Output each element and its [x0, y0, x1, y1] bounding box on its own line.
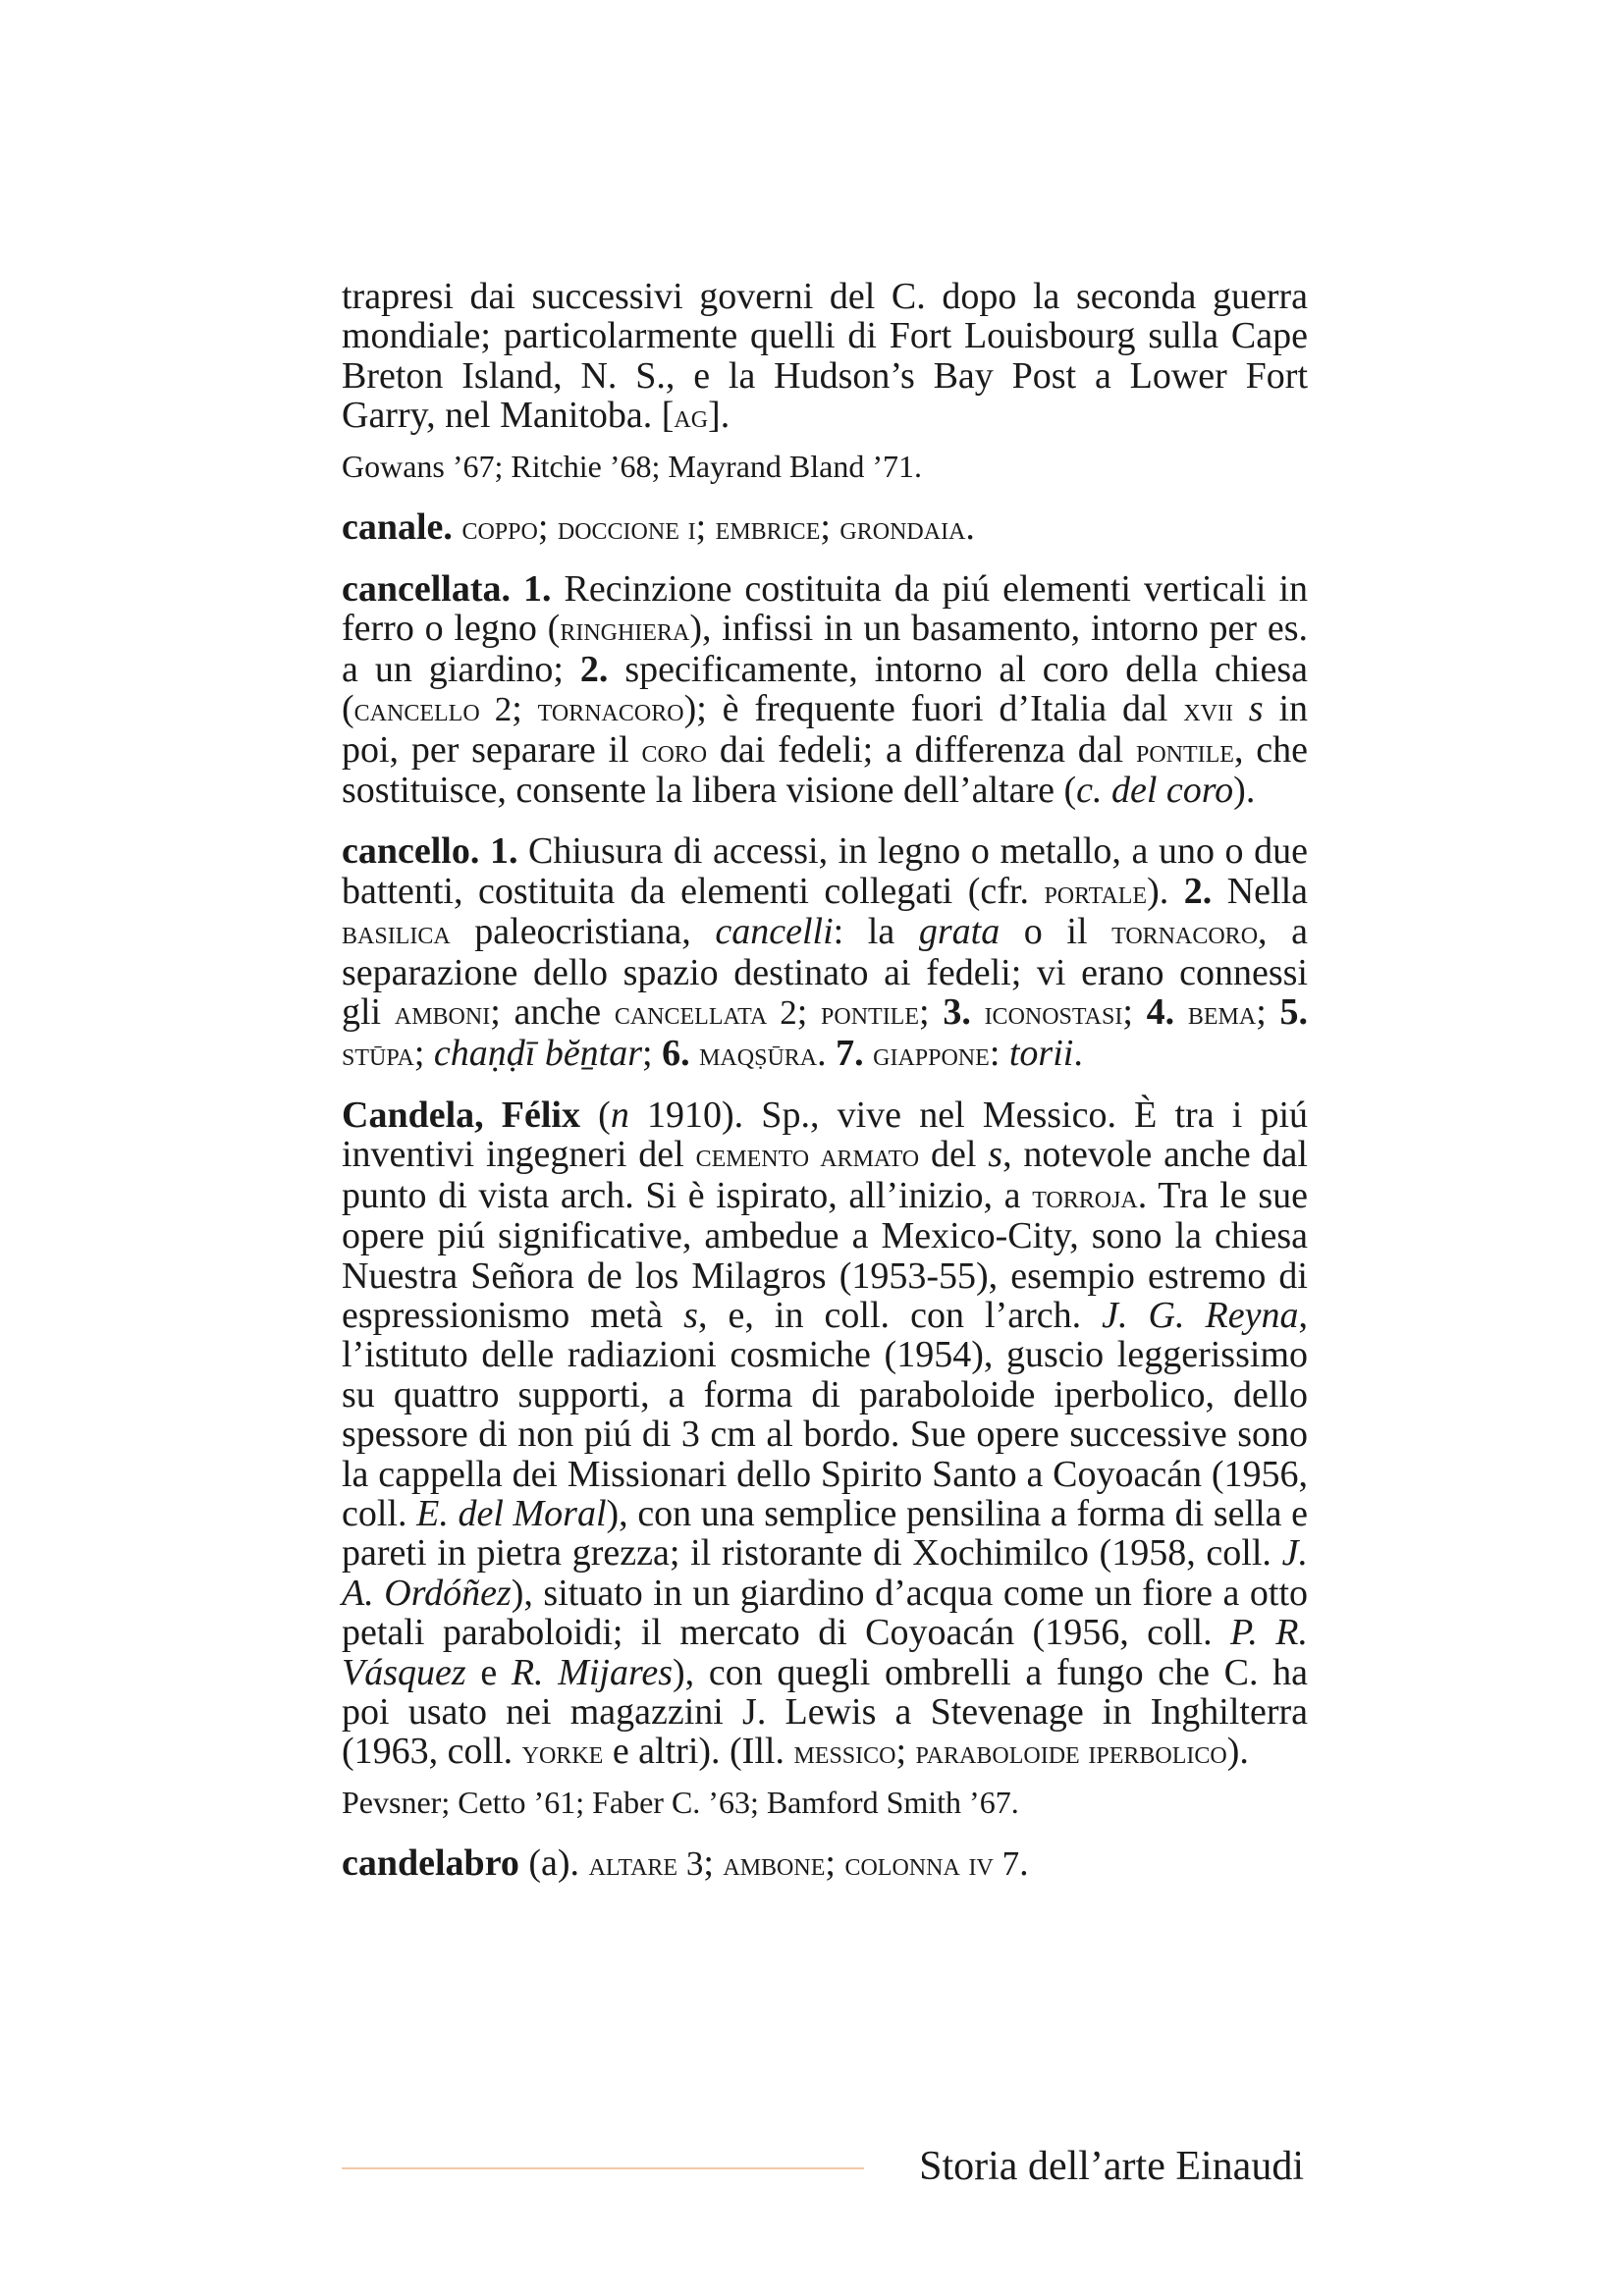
bibliography-candela: Pevsner; Cetto ’61; Faber C. ’63; Bamford Smith ’67.	[342, 1784, 1019, 1820]
headword: canale.	[342, 506, 453, 548]
entry-cancello: cancello. 1. Chiusura di accessi, in legno o metallo, a uno o due battenti, costituita da elementi collegati (cfr. portale). 2. Nella basilica paleocristiana, cancelli: la grata o il tornacoro, a separazione dello spazio destinato ai fedeli; vi erano connessi gli amboni; anche cancellata 2; pontile; 3. iconostasi; 4. bema; 5. stūpa; chaṇḍī bĕṉtar; 6. maqṣūra. 7. giappone: torii.	[342, 830, 1309, 1074]
footer-publisher-label: Storia dell’arte Einaudi	[919, 2144, 1304, 2189]
entry-candela: Candela, Félix (n 1910). Sp., vive nel Messico. È tra i piú inventivi ingegneri del cemento armato del s, notevole anche dal punto di vista arch. Si è ispirato, all’inizio, a torroja. Tra le sue opere piú significative, ambedue a Mexico-City, sono la chiesa Nuestra Señora de los Milagros (1953-55), esempio estremo di espressionismo metà s, e, in coll. con l’arch. J. G. Reyna, l’istituto delle radiazioni cosmiche (1954), guscio leggerissimo su quattro supporti, a forma di paraboloide iperbolico, dello spessore di non piú di 3 cm al bordo. Sue opere successive sono la cappella dei Missionari dello Spirito Santo a Coyoacán (1956, coll. E. del Moral), con una semplice pensilina a forma di sella e pareti in pietra grezza; il ristorante di Xochimilco (1958, coll. J. A. Ordóñez), situato in un giardino d’acqua come un fiore a otto petali paraboloidi; il mercato di Coyoacán (1956, coll. P. R. Vásquez e R. Mijares), con quegli ombrelli a fungo che C. ha poi usato nei magazzini J. Lewis a Stevenage in Inghilterra (1963, coll. yorke e altri). (Ill. messico; paraboloide iperbolico).	[342, 1094, 1309, 1773]
entry-candelabro: candelabro (a). altare 3; ambone; colonna iv 7.	[342, 1842, 1029, 1884]
entry-continuation: trapresi dai successivi governi del C. dopo la seconda guerra mondiale; particolarmente quelli di Fort Louisbourg sulla Cape Breton Island, N. S., e la Hudson’s Bay Post a Lower Fort Garry, nel Manitoba. [ag].	[342, 276, 1308, 437]
entry-cancellata: cancellata. 1. Recinzione costituita da piú elementi verticali in ferro o legno (ringhiera), infissi in un basamento, intorno per es. a un giardino; 2. specificamente, intorno al coro della chiesa (cancello 2; tornacoro); è frequente fuori d’Italia dal xvii s in poi, per separare il coro dai fedeli; a differenza dal pontile, che sostituisce, consente la libera visione dell’altare (c. del coro).	[342, 568, 1309, 812]
text-column	[342, 277, 1308, 1884]
headword: candelabro	[342, 1842, 519, 1884]
footer-rule	[342, 2167, 864, 2169]
headword: cancellata.	[342, 568, 512, 611]
bibliography-prev: Gowans ’67; Ritchie ’68; Mayrand Bland ’71.	[342, 448, 922, 484]
headword: cancello.	[342, 830, 480, 873]
entry-canale: canale. coppo; doccione i; embrice; grondaia.	[342, 506, 975, 548]
headword: Candela, Félix	[342, 1094, 580, 1136]
